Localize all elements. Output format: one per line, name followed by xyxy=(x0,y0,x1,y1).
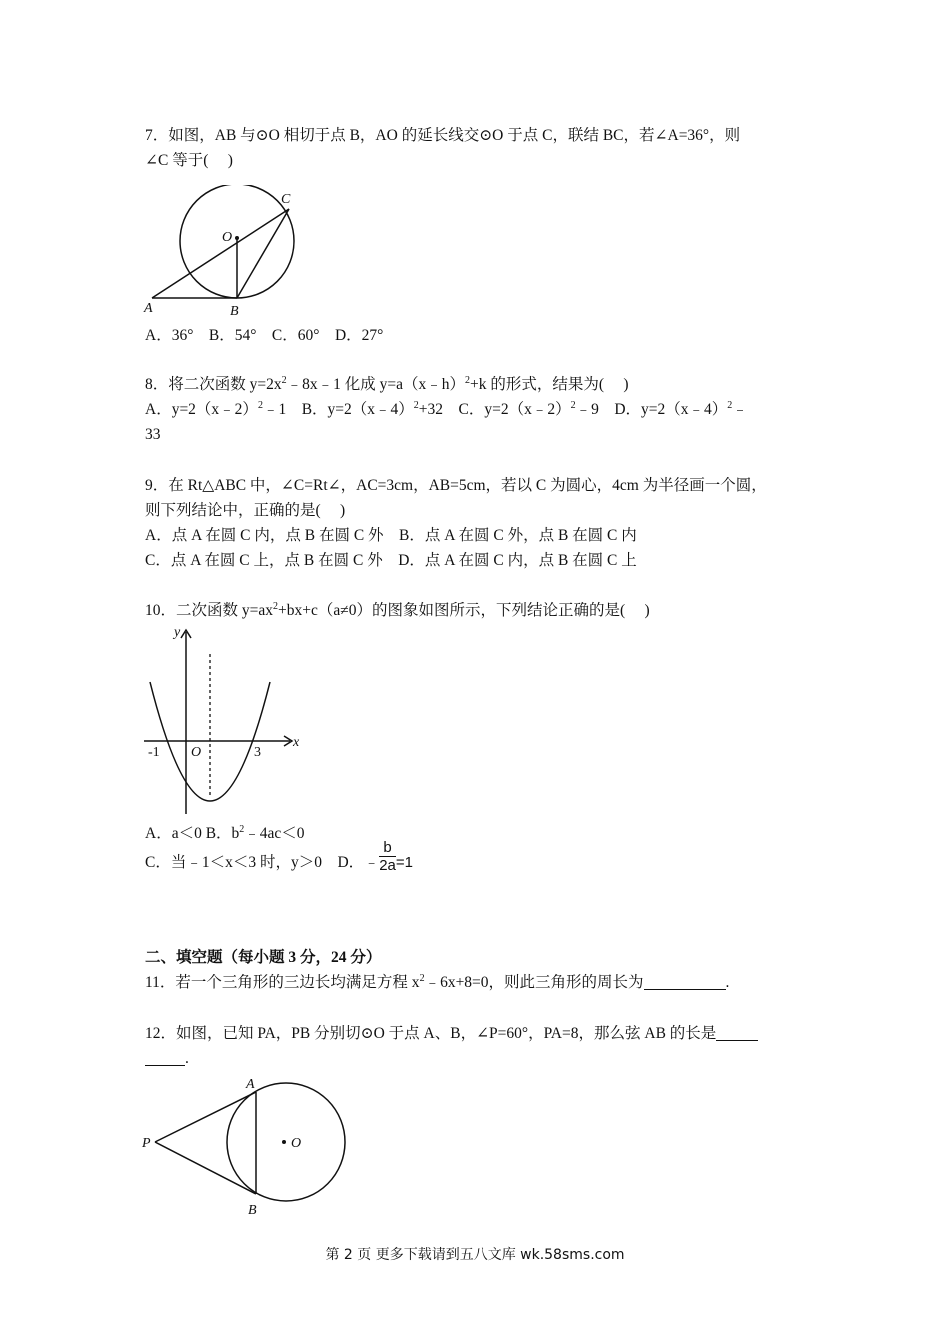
q10-stem-a: 10．二次函数 y=ax xyxy=(145,602,273,619)
q12-label-o: O xyxy=(291,1136,302,1151)
q8-opt-d-tail: ﹣ xyxy=(732,401,748,418)
q10-label-minus1: -1 xyxy=(148,745,160,760)
q10-label-3: 3 xyxy=(254,745,261,760)
q11-answer-blank[interactable] xyxy=(644,975,726,990)
q8-stem-c: +k 的形式，结果为( ) xyxy=(470,376,629,393)
q10-stem xyxy=(145,601,650,621)
q10-opt-cd: C．当﹣1＜x＜3 时，y＞0 D． xyxy=(145,854,365,872)
q7-label-o: O xyxy=(222,230,233,245)
q11-stem xyxy=(145,973,729,993)
q12-stem-cont xyxy=(145,1049,189,1069)
q10-options-cd xyxy=(145,839,413,874)
q9-options-cd: C．点 A 在圆 C 上，点 B 在圆 C 外 D．点 A 在圆 C 内，点 B 在圆 C 上 xyxy=(145,552,637,569)
q8-stem xyxy=(145,375,629,395)
q11-stem-sup: 2 xyxy=(419,973,425,984)
q11-stem-b: ﹣6x+8=0，则此三角形的周长为 xyxy=(424,974,644,991)
q10-opt-d-denominator: 2a xyxy=(379,857,396,874)
q10-options-ab xyxy=(145,824,305,844)
q12-tangent-pa xyxy=(155,1092,256,1142)
q8-opt-c-sup: 2 xyxy=(570,400,576,411)
q10-opt-d-tail: =1 xyxy=(395,854,413,872)
q12-label-p: P xyxy=(142,1136,151,1151)
q12-stem xyxy=(145,1024,758,1044)
q10-label-x: x xyxy=(293,735,300,750)
q8-stem-a: 8．将二次函数 y=2x xyxy=(145,376,282,393)
q10-stem-sup: 2 xyxy=(273,601,278,612)
q8-opt-a-tail: ﹣1 B．y=2（x﹣4） xyxy=(262,401,414,418)
q7-options: A．36° B．54° C．60° D．27° xyxy=(145,327,384,344)
q11-stem-a: 11．若一个三角形的三边长均满足方程 x xyxy=(145,974,420,991)
q7-center-dot xyxy=(235,236,239,240)
q8-opt-c-tail: ﹣9 D．y=2（x﹣4） xyxy=(575,401,728,418)
q12-figure xyxy=(138,1072,353,1220)
q8-stem-sup2: 2 xyxy=(465,375,470,386)
q10-label-o: O xyxy=(191,745,202,760)
q7-label-b: B xyxy=(230,304,239,319)
q9-stem-line1: 9．在 Rt△ABC 中，∠C=Rt∠，AC=3cm，AB=5cm，若以 C 为圆心，4cm 为半径画一个圆， xyxy=(145,477,767,494)
q10-label-y: y xyxy=(174,625,181,640)
q10-parabola-figure xyxy=(140,620,310,820)
q7-figure xyxy=(140,185,310,320)
q9-options-ab: A．点 A 在圆 C 内，点 B 在圆 C 外 B．点 A 在圆 C 外，点 B 在圆 C 内 xyxy=(145,527,637,544)
q12-stem-text: 12．如图，已知 PA，PB 分别切⊙O 于点 A、B，∠P=60°，PA=8，那么弦 AB 的长是 xyxy=(145,1025,717,1042)
q10-opt-ab-sup: 2 xyxy=(239,824,245,835)
q8-opt-d-sup: 2 xyxy=(727,400,733,411)
q10-opt-d-numerator: b xyxy=(379,839,396,857)
q12-end: . xyxy=(185,1050,189,1067)
q12-answer-blank-part2[interactable] xyxy=(145,1051,185,1066)
q8-opt-a-sup: 2 xyxy=(257,400,263,411)
q7-label-a: A xyxy=(144,301,153,316)
q12-tangent-pb xyxy=(155,1142,256,1194)
q8-stem-sup1: 2 xyxy=(281,375,287,386)
q7-line-bc xyxy=(237,209,289,298)
q12-answer-blank-part1[interactable] xyxy=(716,1026,758,1041)
q7-stem-line1: 7．如图，AB 与⊙O 相切于点 B，AO 的延长线交⊙O 于点 C，联结 BC，若∠A=36°，则 xyxy=(145,127,741,144)
page-footer: 第 2 页 更多下载请到五八文库 wk.58sms.com xyxy=(325,1247,625,1263)
q12-label-b: B xyxy=(248,1203,257,1218)
q8-opt-a: A．y=2（x﹣2） xyxy=(145,401,258,418)
q12-center-dot xyxy=(282,1140,286,1144)
q10-opt-ab-b: ﹣4ac＜0 xyxy=(244,825,305,842)
q9-stem-line2: 则下列结论中，正确的是( ) xyxy=(145,502,346,519)
q11-end: . xyxy=(725,974,730,991)
q10-opt-d-minus: ﹣ xyxy=(364,854,380,872)
section2-title: 二、填空题（每小题 3 分，24 分） xyxy=(145,949,382,966)
q8-options xyxy=(145,400,748,420)
q7-label-c: C xyxy=(281,192,291,207)
q8-stem-b: ﹣8x﹣1 化成 y=a（x﹣h） xyxy=(286,376,465,393)
q10-opt-ab-a: A．a＜0 B．b xyxy=(145,825,240,842)
q8-opt-b-tail: +32 C．y=2（x﹣2） xyxy=(418,401,571,418)
q8-options-cont: 33 xyxy=(145,426,161,443)
q8-opt-b-sup: 2 xyxy=(413,400,419,411)
q12-label-a: A xyxy=(246,1077,255,1092)
q7-stem-line2: ∠C 等于( ) xyxy=(145,152,233,169)
q10-stem-b: +bx+c（a≠0）的图象如图所示，下列结论正确的是( ) xyxy=(278,602,650,619)
q7-line-ac xyxy=(152,209,289,298)
q10-opt-d-fraction xyxy=(379,839,396,874)
